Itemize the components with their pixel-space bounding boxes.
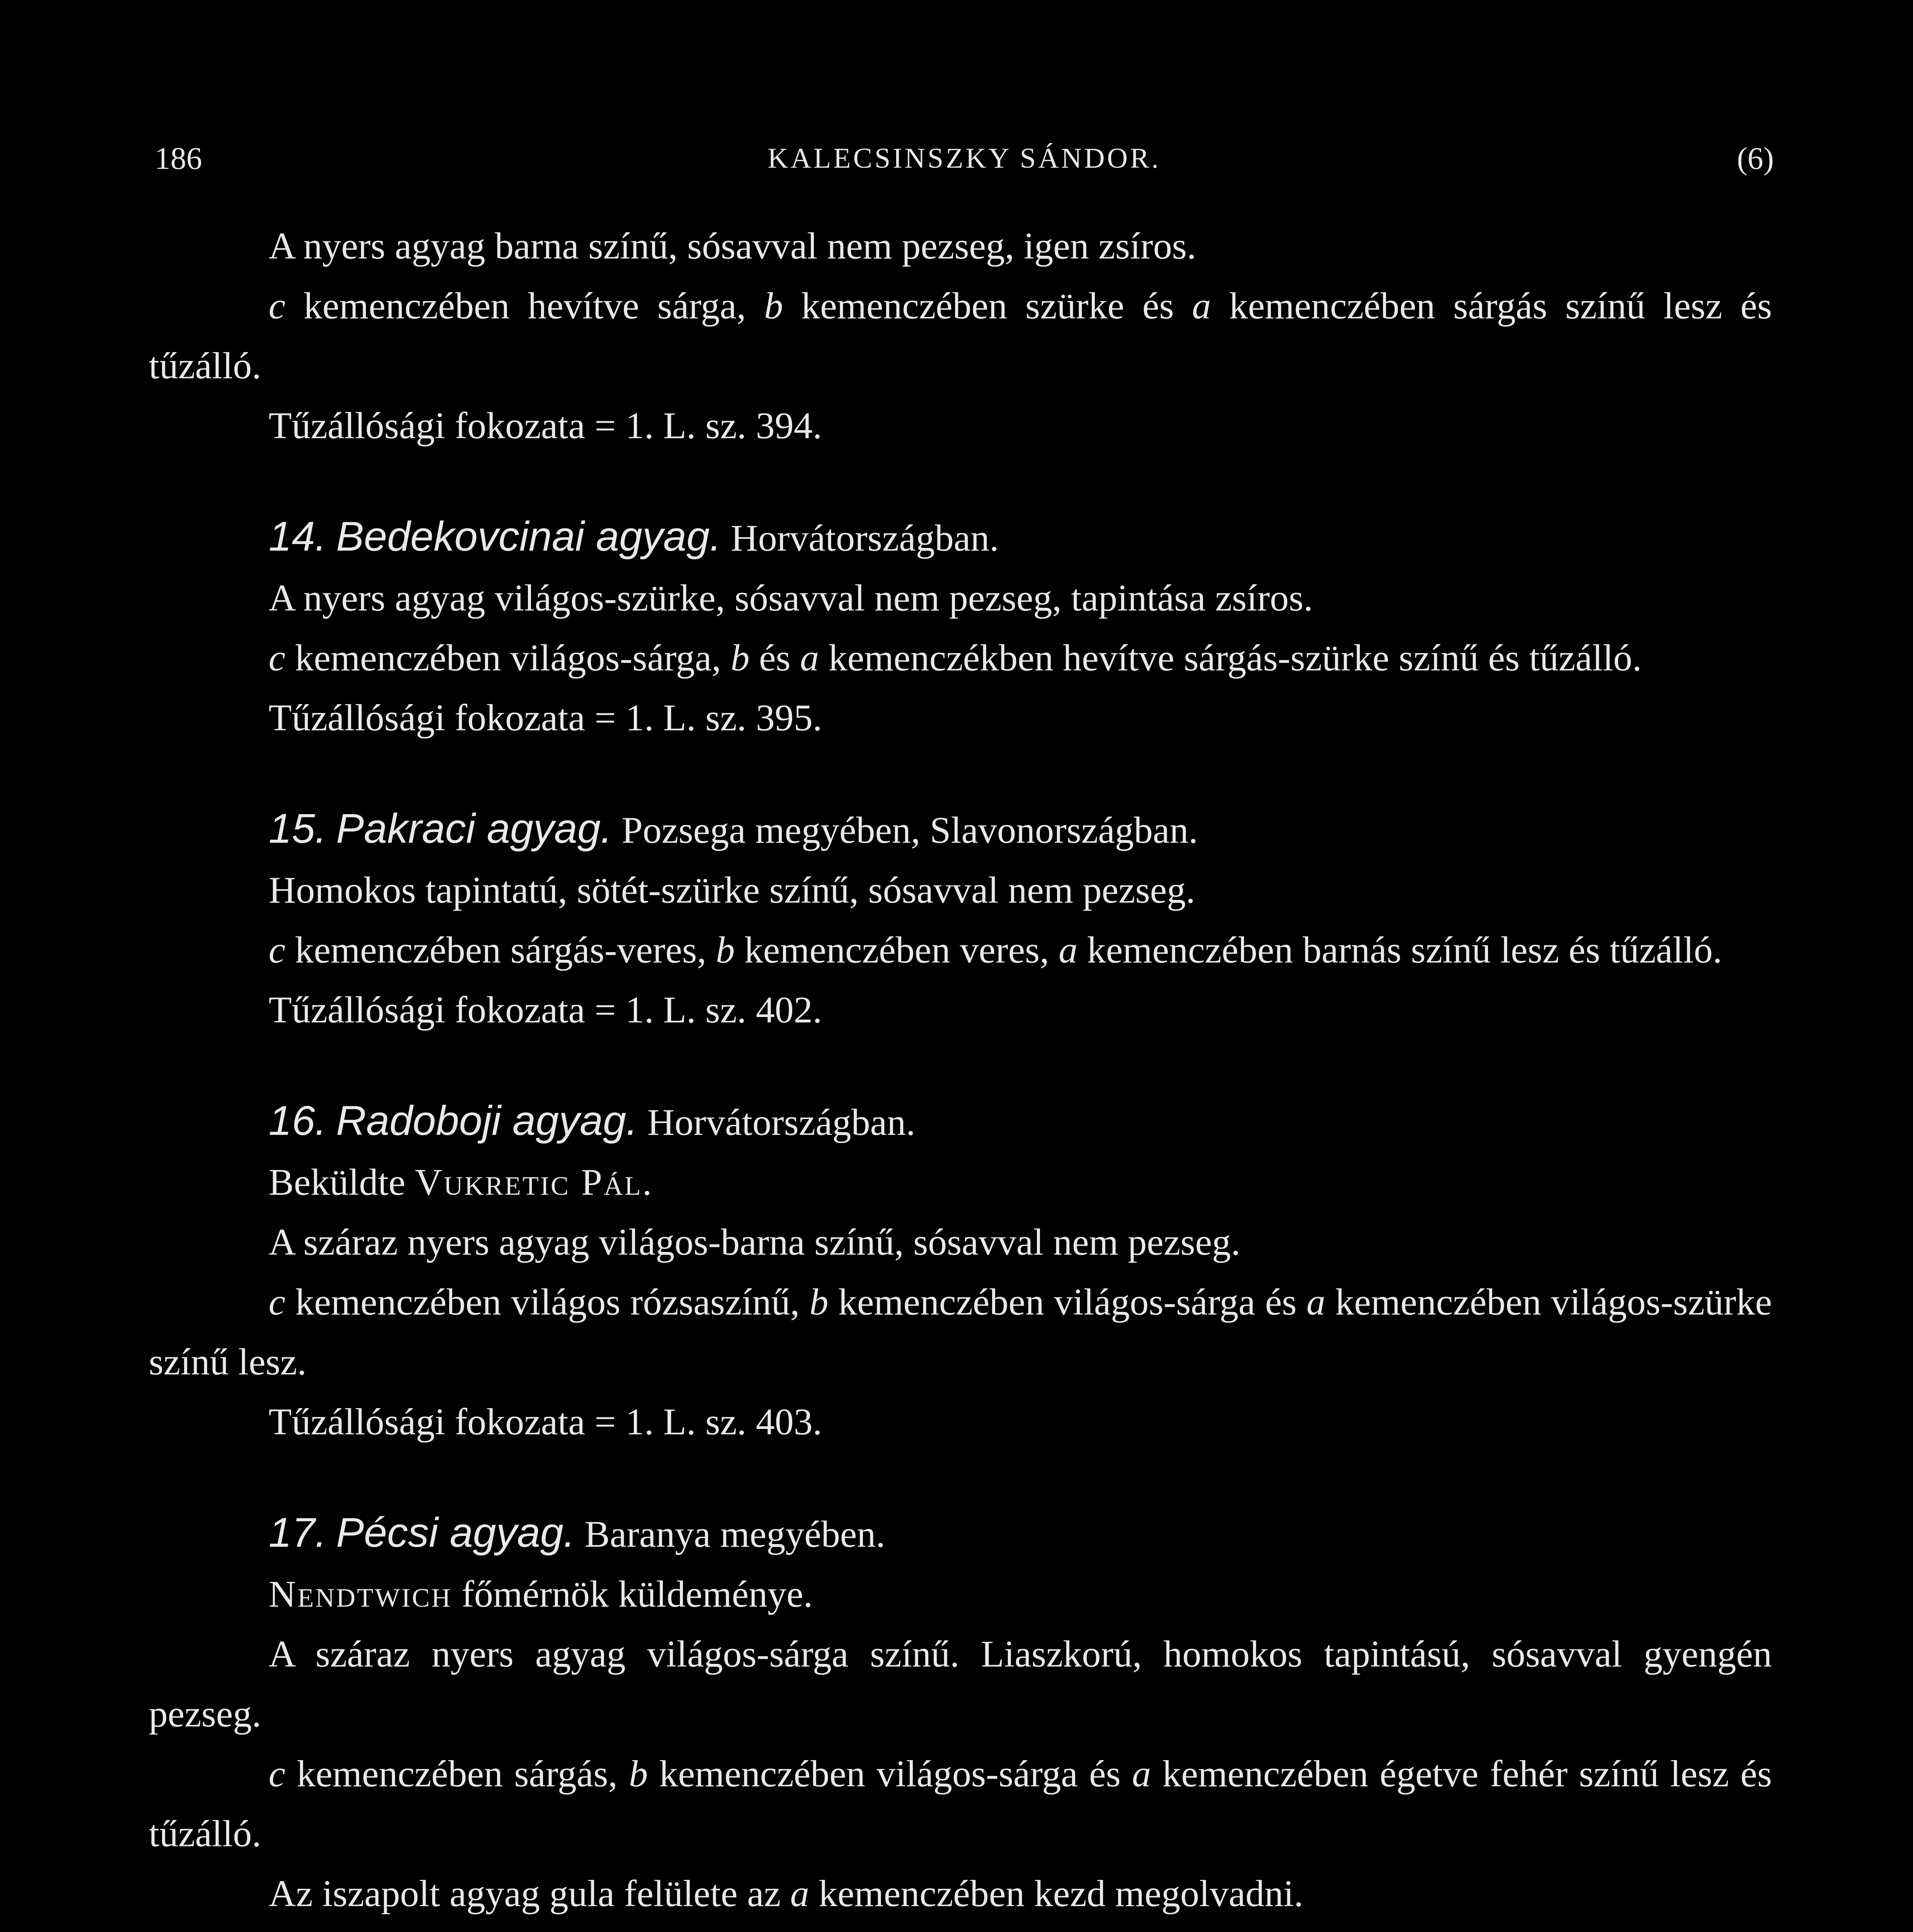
paragraph: Az iszapolt agyag gula felülete az a kemenczében kezd megolvadni. [269,1873,1304,1915]
paragraph: c kemenczében sárgás-veres, b kemenczében veres, a kemenczében barnás színű lesz és tűzálló. [269,929,1722,971]
section-heading: 15. Pakraci agyag. Pozsega megyében, Slavonországban. [269,805,1198,852]
figure-marker: (6) [1737,141,1774,176]
section-16 [149,1090,1772,1452]
paragraph: Tűzállósági fokozata = 1. L. sz. 394. [269,405,822,447]
section-14 [149,506,1772,748]
paragraph: Tűzállósági fokozata = 1. L. sz. 402. [269,989,822,1031]
page-header [155,135,1774,182]
paragraph: Tűzállósági fokozata = 1. L. sz. 403. [269,1401,822,1443]
section-15 [149,798,1772,1040]
section-13 [149,216,1772,456]
section-heading: 14. Bedekovcinai agyag. Horvátországban. [269,513,999,560]
paragraph: A nyers agyag világos-szürke, sósavval nem pezseg, tapintása zsíros. [269,577,1313,619]
running-head: KALECSINSZKY SÁNDOR. [768,143,1161,174]
paragraph [149,1924,1772,1932]
page-number: 186 [155,141,202,176]
paragraph: Homokos tapintatú, sötét-szürke színű, sósavval nem pezseg. [269,869,1195,911]
paragraph: c kemenczében világos rózsaszínű, b kemenczében világos-sárga és a kemenczében világos-szürke színű lesz. [149,1281,1772,1383]
paragraph: A száraz nyers agyag világos-sárga színű. Liaszkorú, homokos tapintású, sósavval gyengén pezseg. [149,1633,1772,1735]
section-heading: 17. Pécsi agyag. Baranya megyében. [269,1509,885,1556]
paragraph: A száraz nyers agyag világos-barna színű, sósavval nem pezseg. [269,1221,1241,1263]
sender-line: Beküldte Vukretic Pál. [269,1162,654,1203]
paragraph: c kemenczében hevítve sárga, b kemenczében szürke és a kemenczében sárgás színű lesz és tűzálló. [149,285,1772,387]
section-heading: 16. Radoboji agyag. Horvátországban. [269,1097,916,1144]
paragraph: A nyers agyag barna színű, sósavval nem pezseg, igen zsíros. [269,225,1196,267]
page-body [149,216,1772,1932]
paragraph: Tűzállósági fokozata = 1. L. sz. 395. [269,697,822,739]
sender-line: Nendtwich főmérnök küldeménye. [269,1573,813,1615]
paragraph: c kemenczében sárgás, b kemenczében világos-sárga és a kemenczében égetve fehér színű lesz és tűzálló. [149,1753,1772,1855]
section-17 [149,1502,1772,1932]
paragraph: c kemenczében világos-sárga, b és a kemenczékben hevítve sárgás-szürke színű és tűzálló. [269,637,1642,679]
